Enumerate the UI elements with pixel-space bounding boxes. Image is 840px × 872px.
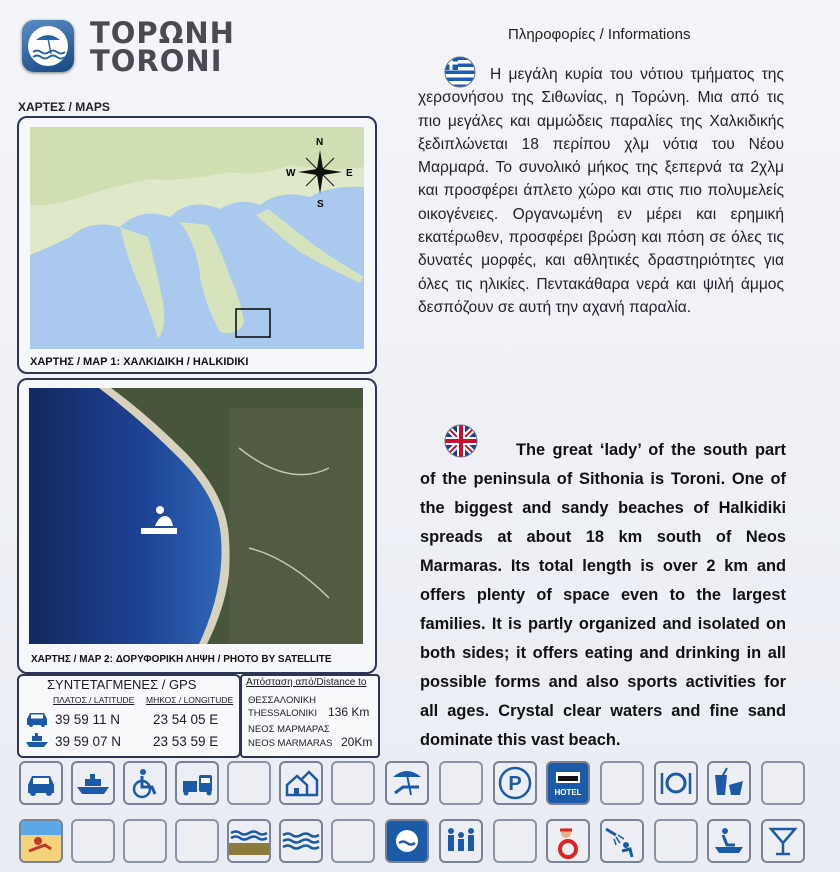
shower-icon[interactable] (600, 819, 644, 863)
hotel-icon[interactable] (546, 761, 590, 805)
hotel-label: HOTEL (554, 788, 582, 797)
distance-box (240, 674, 380, 758)
lifeguard-icon[interactable] (546, 819, 590, 863)
empty-slot-icon (761, 761, 805, 805)
distance-km-thessaloniki: 136 Km (328, 705, 370, 719)
gps-box (17, 674, 241, 758)
restaurant-icon[interactable] (654, 761, 698, 805)
village-icon[interactable] (279, 761, 323, 805)
english-description: The great ‘lady’ of the south part of the peninsula of Sithonia is Toroni. One of the biggest and sandy beaches of Halkidiki spreads at about 18 km south of Neos Marmaras. Its total length is over 2 km and offers plenty of space even to the largest families. It is partly organized and isolated on both sides; it offers eating and drinking in all possible forms and also sports activities for all ages. Crystal clear waters and fine sand dominate this vast beach. (420, 441, 786, 749)
sand-beach-icon[interactable] (19, 819, 63, 863)
distance-greek-neos-marmaras: ΝΕΟΣ ΜΑΡΜΑΡΑΣ (248, 724, 330, 735)
empty-slot-icon (123, 819, 167, 863)
umbrella-sunbed-icon[interactable] (385, 761, 429, 805)
compass-north: N (316, 137, 324, 148)
title-greek: ΤΟΡΩΝΗ (90, 16, 235, 50)
gps-boat-lat: 39 59 07 N (55, 734, 122, 749)
map1-caption: ΧΑΡΤΗΣ / MAP 1: ΧΑΛΚΙΔΙΚΗ / HALKIDIKI (30, 356, 249, 368)
empty-slot-icon (439, 761, 483, 805)
empty-slot-icon (654, 819, 698, 863)
distance-greek-thessaloniki: ΘΕΣΣΑΛΟΝΙΚΗ (248, 695, 317, 706)
satellite-photo[interactable] (29, 388, 363, 644)
car-access-icon[interactable] (19, 761, 63, 805)
info-heading: Πληροφορίες / Informations (508, 26, 691, 43)
empty-slot-icon (175, 819, 219, 863)
gps-lat-header: ΠΛΑΤΟΣ / LATITUDE (53, 695, 135, 705)
empty-slot-icon (600, 761, 644, 805)
compass-east: E (346, 168, 353, 179)
boat-access-icon[interactable] (71, 761, 115, 805)
bus-icon[interactable] (175, 761, 219, 805)
distance-title: Απόσταση από/Distance to (246, 677, 367, 688)
empty-slot-icon (227, 761, 271, 805)
waves-icon[interactable] (279, 819, 323, 863)
parking-label: P (508, 773, 522, 795)
halkidiki-map[interactable] (30, 127, 364, 349)
parking-icon[interactable] (493, 761, 537, 805)
title-latin: TORONI (90, 44, 223, 78)
gps-car-lat: 39 59 11 N (55, 712, 121, 727)
gps-lon-header: ΜΗΚΟΣ / LONGITUDE (146, 695, 234, 705)
greek-description: Η μεγάλη κυρία του νότιου τμήματος της χερσονήσου της Σιθωνίας, η Τορώνη. Μια από τις πιο μεγάλες και αμμώδεις παραλίες της Χαλκιδικής ξεδιπλώνεται 18 περίπου χλμ νότια του Νέου Μαρμαρά. Το συνολικό μήκος της ξεπερνά τα 2χλμ και προσφέρει άπλετο χώρο και στις πιο πολυμελείς οικογένειες. Οργανωμένη εν μέρει και ερημική εκατέρωθεν, προσφέρει βρώση και πόση σε όλες τις δυνατές μορφές, και αθλητικές δραστηριότητες για όλες τις ηλικίες. Πεντακάθαρα νερά και ψιλή άμμος δεσπόζουν σε αυτή την αχανή παραλία. (418, 66, 784, 316)
maps-heading: ΧΑΡΤΕΣ / MAPS (18, 100, 110, 114)
empty-slot-icon (331, 761, 375, 805)
family-icon[interactable] (439, 819, 483, 863)
distance-latin-thessaloniki: THESSALONIKI (248, 708, 318, 719)
snack-bar-icon[interactable] (707, 761, 751, 805)
blue-flag-icon[interactable] (385, 819, 429, 863)
wheelchair-icon[interactable] (123, 761, 167, 805)
gps-car-lon: 23 54 05 E (153, 712, 219, 727)
beach-logo-icon (28, 26, 68, 66)
cocktail-bar-icon[interactable] (761, 819, 805, 863)
boat-icon (25, 732, 49, 753)
compass-south: S (317, 199, 324, 210)
empty-slot-icon (331, 819, 375, 863)
distance-km-neos-marmaras: 20Km (341, 735, 373, 749)
gps-title: ΣΥΝΤΕΤΑΓΜΕΝΕΣ / GPS (47, 677, 197, 692)
map2-caption: ΧΑΡΤΗΣ / MAP 2: ΔΟΡΥΦΟΡΙΚΗ ΛΗΨΗ / PHOTO BY SATELLITE (31, 654, 332, 665)
distance-latin-neos-marmaras: NEOS MARMARAS (248, 738, 333, 749)
jet-ski-icon[interactable] (707, 819, 751, 863)
map-panel-halkidiki (17, 116, 377, 374)
empty-slot-icon (493, 819, 537, 863)
compass-west: W (286, 168, 296, 179)
car-icon (25, 711, 49, 732)
shallow-water-icon[interactable] (227, 819, 271, 863)
gps-boat-lon: 23 53 59 E (153, 734, 219, 749)
toroni-logo (22, 20, 74, 72)
empty-slot-icon (71, 819, 115, 863)
map-panel-satellite (17, 378, 377, 674)
